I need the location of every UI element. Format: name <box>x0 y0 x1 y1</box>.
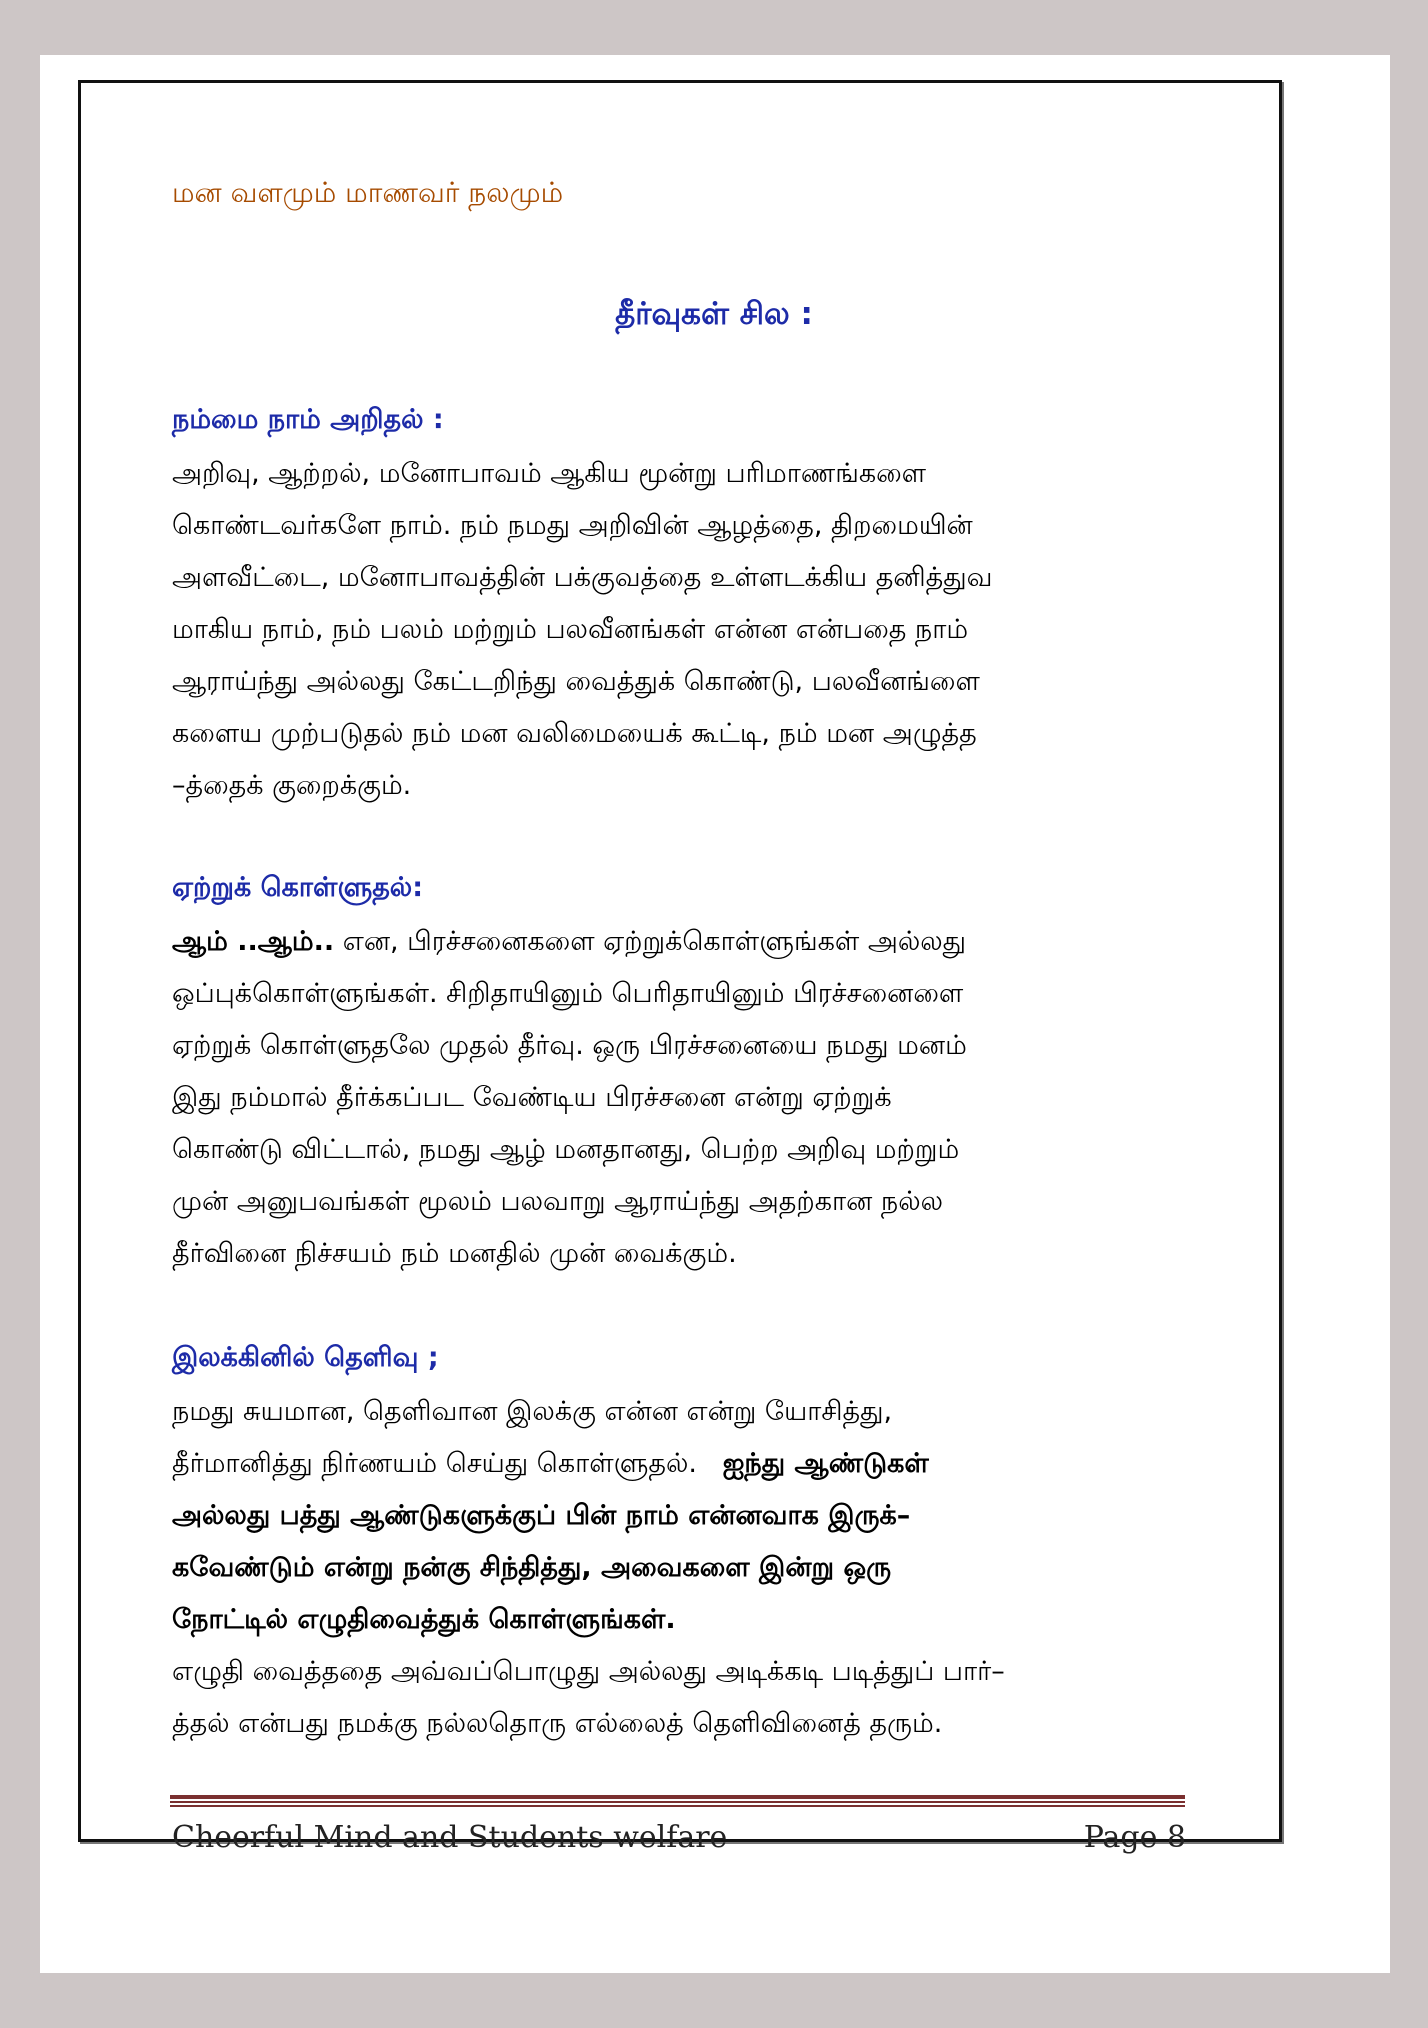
body-line: தீர்வினை நிச்சயம் நம் மனதில் முன் வைக்கும். <box>172 1238 737 1269</box>
body-line: முன் அனுபவங்கள் மூலம் பலவாறு ஆராய்ந்து அதற்கான நல்ல <box>172 1186 944 1217</box>
body-line-bold: நோட்டில் எழுதிவைத்துக் கொள்ளுங்கள். <box>172 1604 676 1635</box>
body-line: –த்தைக் குறைக்கும். <box>172 770 412 801</box>
body-text: என, பிரச்சனைகளை ஏற்றுக்கொள்ளுங்கள் அல்லது <box>334 926 967 957</box>
body-line: கொண்டு விட்டால், நமது ஆழ் மனதானது, பெற்ற அறிவு மற்றும் <box>172 1134 960 1165</box>
body-line: ஒப்புக்கொள்ளுங்கள். சிறிதாயினும் பெரிதாயினும் பிரச்சனைளை <box>172 978 964 1009</box>
body-line: இது நம்மால் தீர்க்கப்பட வேண்டிய பிரச்சனை என்று ஏற்றுக் <box>172 1082 892 1113</box>
body-line <box>172 916 1232 968</box>
bold-text: ஐந்து ஆண்டுகள் <box>722 1448 929 1479</box>
body-text: தீர்மானித்து நிர்ணயம் செய்து கொள்ளுதல். <box>172 1448 697 1479</box>
body-line: எழுதி வைத்ததை அவ்வப்பொழுது அல்லது அடிக்கடி படித்துப் பார்– <box>172 1656 1005 1687</box>
body-line: அளவீட்டை, மனோபாவத்தின் பக்குவத்தை உள்ளடக்கிய தனித்துவ <box>172 562 993 593</box>
section-heading-acceptance: ஏற்றுக் கொள்ளுதல்: <box>172 872 424 903</box>
body-line: த்தல் என்பது நமக்கு நல்லதொரு எல்லைத் தெளிவினைத் தரும். <box>172 1708 943 1739</box>
body-line: நமது சுயமான, தெளிவான இலக்கு என்ன என்று யோசித்து, <box>172 1396 893 1427</box>
body-line <box>172 1438 1232 1490</box>
body-line-bold: அல்லது பத்து ஆண்டுகளுக்குப் பின் நாம் என்னவாக இருக்– <box>172 1500 911 1531</box>
section-heading-clarity-of-goal: இலக்கினில் தெளிவு ; <box>172 1342 439 1373</box>
body-line-bold: கவேண்டும் என்று நன்கு சிந்தித்து, அவைகளை இன்று ஒரு <box>172 1552 892 1583</box>
section-body-clarity-of-goal <box>172 1386 1232 1750</box>
body-line: மாகிய நாம், நம் பலம் மற்றும் பலவீனங்கள் என்ன என்பதை நாம் <box>172 614 969 645</box>
body-line: ஆராய்ந்து அல்லது கேட்டறிந்து வைத்துக் கொண்டு, பலவீனங்ளை <box>172 666 980 697</box>
running-header: மன வளமும் மாணவர் நலமும் <box>172 176 564 209</box>
page-number: Page 8 <box>1083 1820 1186 1855</box>
page-title: தீர்வுகள் சில : <box>615 296 813 332</box>
body-line: களைய முற்படுதல் நம் மன வலிமையைக் கூட்டி, நம் மன அழுத்த <box>172 718 977 749</box>
bold-lead: ஆம் ..ஆம்.. <box>172 926 335 957</box>
section-body-acceptance <box>172 916 1232 1280</box>
footer-title: Cheerful Mind and Students welfare <box>172 1820 728 1855</box>
footer-divider <box>170 1795 1185 1807</box>
section-heading-know-yourself: நம்மை நாம் அறிதல் : <box>172 404 444 435</box>
body-line: கொண்டவர்களே நாம். நம் நமது அறிவின் ஆழத்தை, திறமையின் <box>172 510 973 541</box>
body-line: ஏற்றுக் கொள்ளுதலே முதல் தீர்வு. ஒரு பிரச்சனையை நமது மனம் <box>172 1030 967 1061</box>
body-line: அறிவு, ஆற்றல், மனோபாவம் ஆகிய மூன்று பரிமாணங்களை <box>172 458 927 489</box>
section-body-know-yourself <box>172 448 1232 812</box>
